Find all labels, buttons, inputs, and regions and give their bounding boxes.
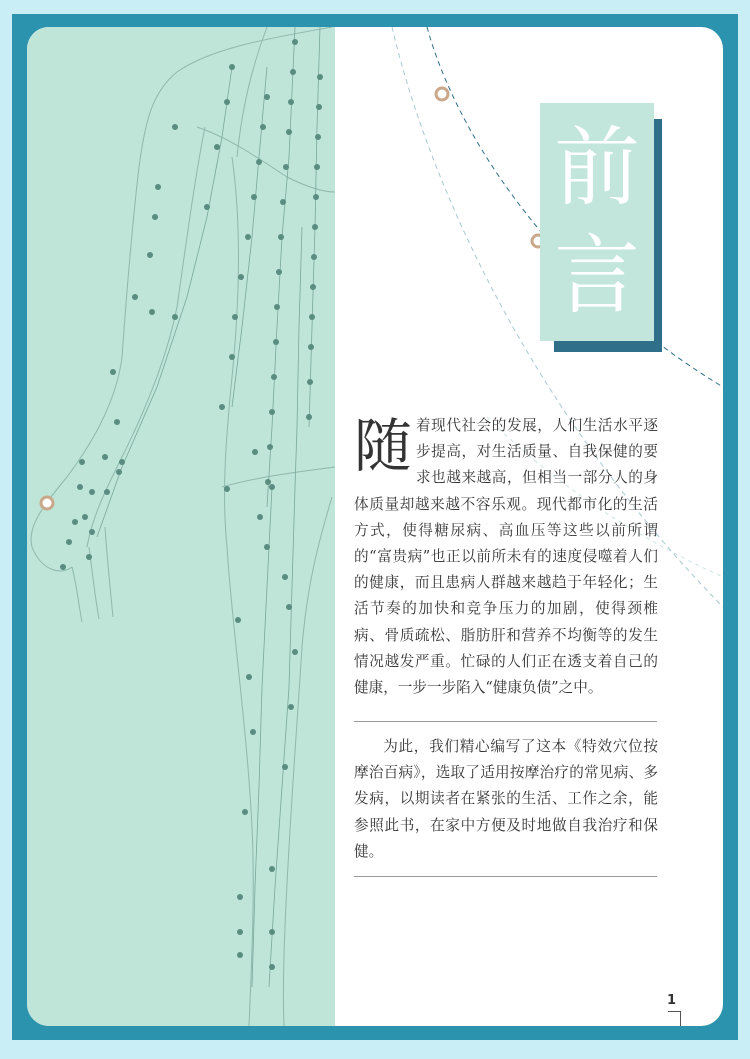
divider-top — [354, 721, 657, 722]
title-box — [540, 103, 654, 341]
drop-cap: 随 — [354, 412, 413, 480]
intro-paragraph — [354, 413, 658, 701]
page-number: 1 — [667, 993, 677, 1008]
arc-marker — [41, 497, 53, 509]
divider-bottom — [354, 876, 657, 877]
title-char-1: 前 — [554, 118, 640, 218]
purpose-paragraph: 为此，我们精心编写了这本《特效穴位按摩治百病》，选取了适用按摩治疗的常见病、多发病，以期读者在紧张的生活、工作之余，能参照此书，在家中方便及时地做自我治疗和保健。 — [354, 738, 658, 860]
intro-text: 着现代社会的发展，人们生活水平逐步提高，对生活质量、自我保健的要求也越来越高，但相当一部分人的身体质量却越来越不容乐观。现代都市化的生活方式，使得糖尿病、高血压等这些以前所谓的“富贵病”也正以前所未有的速度侵噬着人们的健康，而且患病人群越来越趋于年轻化；生活节奏的加快和竞争压力的加剧，使得颈椎病、骨质疏松、脂肪肝和营养不均衡等的发生情况越发严重。忙碌的人们正在透支着自己的健康，一步一步陷入“健康负债”之中。 — [354, 417, 658, 697]
page — [27, 27, 723, 1026]
title-char-2: 言 — [554, 226, 640, 326]
arc-marker — [436, 88, 448, 100]
page-corner-mark — [668, 1011, 681, 1026]
